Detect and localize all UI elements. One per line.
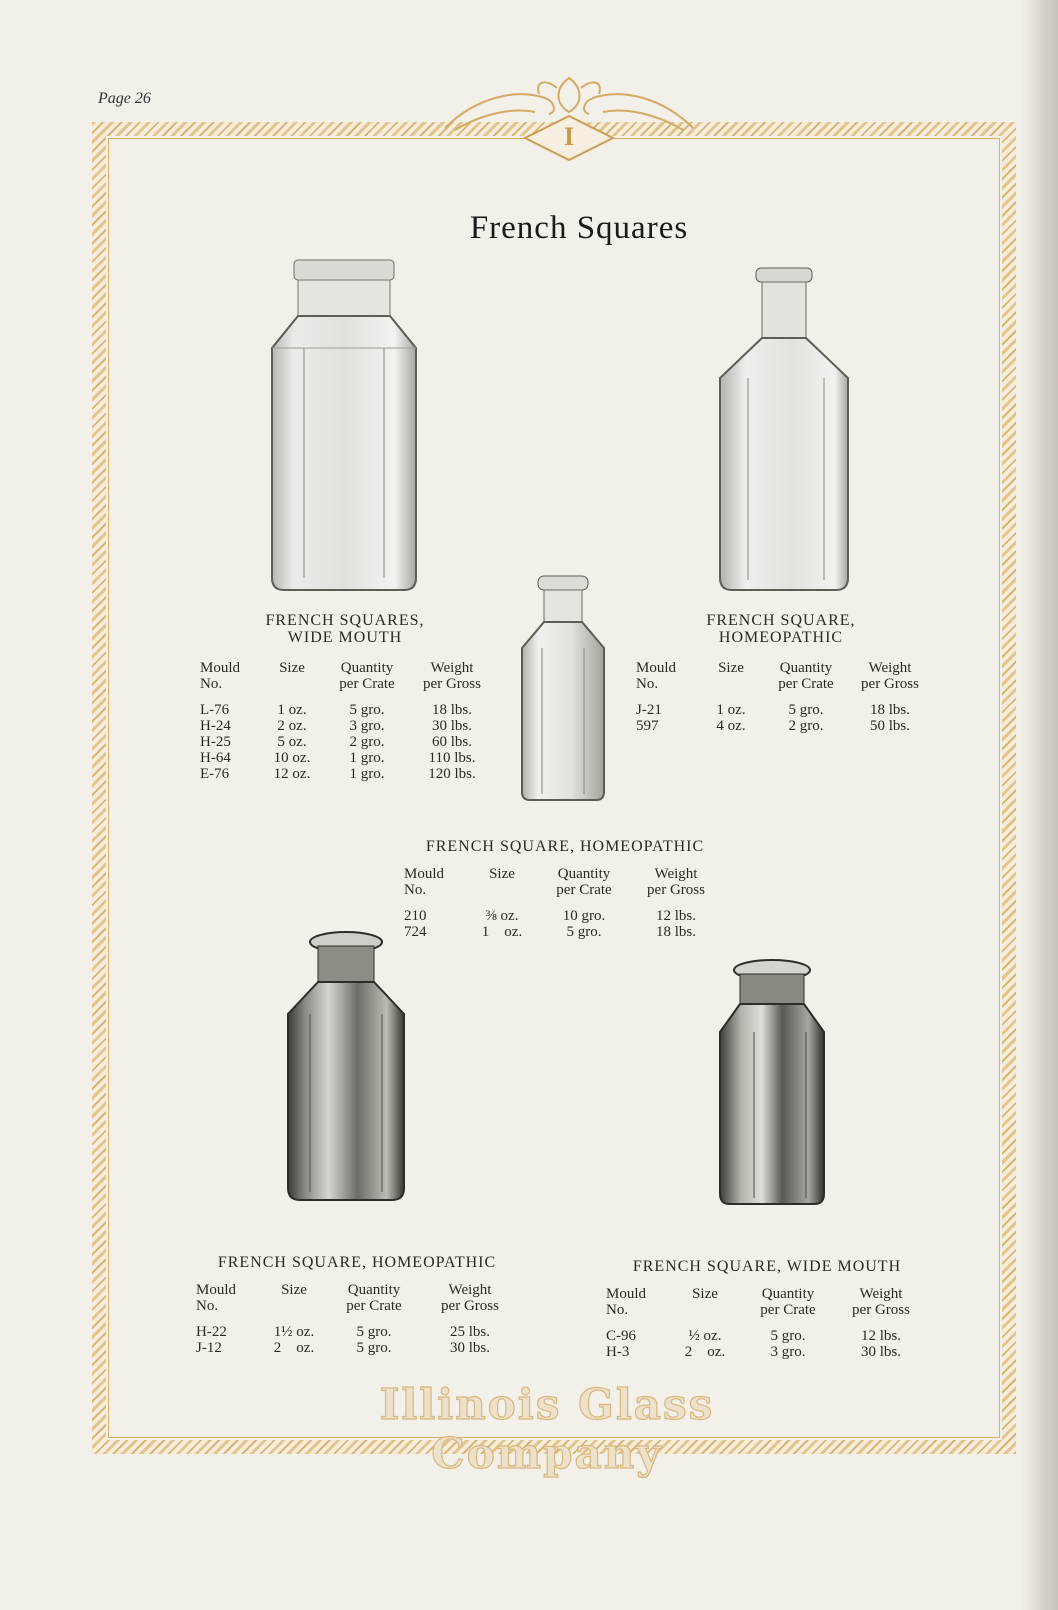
cell-mould: H-3	[606, 1344, 630, 1360]
size-header: Size	[489, 866, 515, 882]
cell-qty: 5 gro.	[770, 1328, 806, 1344]
page-title: French Squares	[469, 210, 689, 246]
bottle-wide-mouth-amber	[714, 958, 830, 1210]
cell-size: 2 oz.	[684, 1344, 726, 1360]
table-header	[196, 1282, 518, 1314]
cell-size: ⅜ oz.	[485, 908, 519, 924]
cell-weight: 30 lbs.	[860, 1344, 901, 1360]
cell-size: 12 oz.	[273, 766, 311, 782]
cell-mould: H-64	[200, 750, 231, 766]
table-row	[636, 718, 932, 734]
cell-weight: 12 lbs.	[860, 1328, 901, 1344]
cell-size: 1 oz.	[277, 702, 307, 718]
table-row	[404, 924, 718, 940]
table-header	[404, 866, 718, 898]
table-row	[196, 1324, 518, 1340]
weight-header: Weight per Gross	[647, 866, 705, 898]
size-header: Size	[718, 660, 744, 676]
table-row	[200, 702, 492, 718]
cell-weight: 110 lbs.	[428, 750, 476, 766]
size-header: Size	[692, 1286, 718, 1302]
cell-weight: 50 lbs.	[869, 718, 910, 734]
size-header: Size	[281, 1282, 307, 1298]
table-bottom-left	[196, 1282, 518, 1356]
cell-weight: 18 lbs.	[655, 924, 696, 940]
table-row	[200, 766, 492, 782]
cell-qty: 2 gro.	[349, 734, 385, 750]
weight-header: Weight per Gross	[423, 660, 481, 692]
caption-top-left	[230, 612, 460, 646]
cell-mould: E-76	[200, 766, 230, 782]
cell-mould: L-76	[200, 702, 230, 718]
bottle-homeopathic-amber	[280, 930, 412, 1206]
cell-weight: 30 lbs.	[431, 718, 472, 734]
bottle-homeopathic-small	[518, 574, 608, 804]
table-bottom-right	[606, 1286, 924, 1360]
cell-qty: 5 gro.	[356, 1324, 392, 1340]
cell-size: 2 oz.	[273, 1340, 315, 1356]
cell-mould: J-12	[196, 1340, 222, 1356]
table-header	[606, 1286, 924, 1318]
mould-header: Mould No.	[200, 660, 241, 692]
table-row	[200, 718, 492, 734]
weight-header: Weight per Gross	[852, 1286, 910, 1318]
caption-top-right	[666, 612, 896, 646]
table-row	[404, 908, 718, 924]
caption-bottom-right: FRENCH SQUARE, WIDE MOUTH	[632, 1258, 902, 1275]
cell-qty: 5 gro.	[788, 702, 824, 718]
cell-qty: 5 gro.	[349, 702, 385, 718]
cell-weight: 25 lbs.	[449, 1324, 490, 1340]
cell-qty: 5 gro.	[566, 924, 602, 940]
table-row	[196, 1340, 518, 1356]
table-row	[636, 702, 932, 718]
table-row	[200, 750, 492, 766]
mould-header: Mould No.	[196, 1282, 237, 1314]
cell-mould: 210	[404, 908, 427, 924]
cell-mould: 724	[404, 924, 427, 940]
mould-header: Mould No.	[636, 660, 677, 692]
quantity-header: Quantity per Crate	[346, 1282, 402, 1314]
cell-mould: J-21	[636, 702, 662, 718]
cell-size: ½ oz.	[688, 1328, 722, 1344]
weight-header: Weight per Gross	[441, 1282, 499, 1314]
cell-qty: 2 gro.	[788, 718, 824, 734]
crest-letter: I	[563, 122, 575, 151]
cell-qty: 10 gro.	[562, 908, 606, 924]
cell-size: 1 oz.	[716, 702, 746, 718]
caption-top-right-line2: HOMEOPATHIC	[718, 629, 844, 646]
cell-size: 1 oz.	[481, 924, 523, 940]
caption-top-left-line2: WIDE MOUTH	[287, 629, 403, 646]
cell-size: 2 oz.	[277, 718, 307, 734]
cell-qty: 3 gro.	[349, 718, 385, 734]
bottle-wide-mouth-tall	[264, 256, 424, 596]
quantity-header: Quantity per Crate	[760, 1286, 816, 1318]
cell-size: 5 oz.	[277, 734, 307, 750]
quantity-header: Quantity per Crate	[339, 660, 395, 692]
weight-header: Weight per Gross	[861, 660, 919, 692]
quantity-header: Quantity per Crate	[556, 866, 612, 898]
cell-mould: H-22	[196, 1324, 227, 1340]
cell-size: 10 oz.	[273, 750, 311, 766]
cell-qty: 1 gro.	[349, 766, 385, 782]
cell-qty: 5 gro.	[356, 1340, 392, 1356]
size-header: Size	[279, 660, 305, 676]
cell-mould: H-25	[200, 734, 231, 750]
table-row	[606, 1328, 924, 1344]
table-row	[606, 1344, 924, 1360]
company-name-footer: Illinois Glass Company	[262, 1380, 832, 1430]
table-row	[200, 734, 492, 750]
cell-mould: 597	[636, 718, 659, 734]
caption-bottom-left: FRENCH SQUARE, HOMEOPATHIC	[217, 1254, 497, 1271]
cell-weight: 30 lbs.	[449, 1340, 490, 1356]
caption-middle: FRENCH SQUARE, HOMEOPATHIC	[425, 838, 705, 855]
table-top-right	[636, 660, 932, 734]
table-middle	[404, 866, 718, 940]
cell-mould: H-24	[200, 718, 231, 734]
mould-header: Mould No.	[404, 866, 445, 898]
cell-weight: 18 lbs.	[869, 702, 910, 718]
quantity-header: Quantity per Crate	[778, 660, 834, 692]
table-header	[636, 660, 932, 692]
table-top-left	[200, 660, 492, 782]
cell-size: 1½ oz.	[273, 1324, 315, 1340]
mould-header: Mould No.	[606, 1286, 647, 1318]
bottle-homeopathic-tall	[710, 266, 858, 596]
caption-top-right-line1: FRENCH SQUARE,	[706, 612, 856, 629]
cell-mould: C-96	[606, 1328, 636, 1344]
cell-size: 4 oz.	[716, 718, 746, 734]
cell-weight: 18 lbs.	[431, 702, 472, 718]
cell-weight: 120 lbs.	[428, 766, 476, 782]
table-header	[200, 660, 492, 692]
cell-weight: 60 lbs.	[431, 734, 472, 750]
page-number: Page 26	[98, 90, 151, 107]
cell-qty: 3 gro.	[770, 1344, 806, 1360]
cell-weight: 12 lbs.	[655, 908, 696, 924]
caption-top-left-line1: FRENCH SQUARES,	[265, 612, 425, 629]
cell-qty: 1 gro.	[349, 750, 385, 766]
